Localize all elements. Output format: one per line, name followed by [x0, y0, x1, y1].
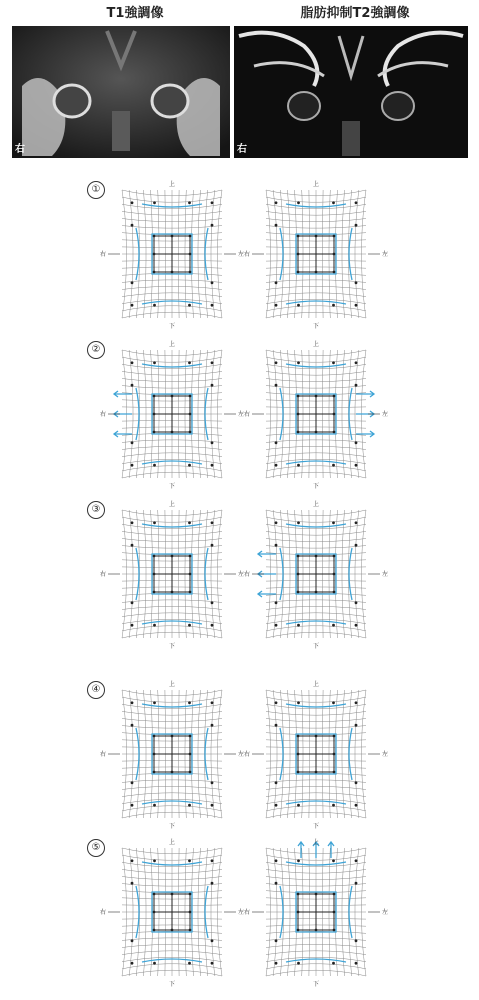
grid-dot [153, 701, 156, 704]
distortion-grid-5-t2fs [243, 834, 389, 992]
grid-dot [131, 361, 134, 364]
grid-dot [171, 431, 174, 434]
grid-dot [355, 859, 358, 862]
axis-label-left: 右 [99, 251, 106, 258]
grid-dot [131, 724, 134, 727]
axis-label-left: 右 [99, 751, 106, 758]
grid-dot [275, 962, 278, 965]
axis-label-left: 右 [243, 411, 250, 418]
distortion-grid-4-t2fs [243, 676, 389, 834]
grid-dot [188, 859, 191, 862]
grid-dot [211, 859, 214, 862]
grid-dot [153, 464, 156, 467]
grid-dot [189, 271, 192, 274]
axis-label-bottom: 下 [168, 483, 176, 490]
axis-label-bottom: 下 [168, 323, 176, 330]
grid-dot [211, 601, 214, 604]
grid-dot [189, 413, 192, 416]
grid-dot [333, 413, 336, 416]
grid-dot [171, 591, 174, 594]
grid-dot [297, 771, 300, 774]
distortion-grid-5-t1 [99, 834, 245, 992]
grid-dot [153, 804, 156, 807]
grid-dot [355, 882, 358, 885]
grid-dot [171, 771, 174, 774]
grid-dot [211, 804, 214, 807]
grid-dot [189, 929, 192, 932]
grid-dot [355, 781, 358, 784]
grid-dot [297, 624, 300, 627]
grid-dot [297, 361, 300, 364]
distortion-grid-3-t2fs [243, 496, 389, 654]
grid-dot [153, 962, 156, 965]
grid-dot [188, 624, 191, 627]
grid-dot [153, 573, 156, 576]
grid-dot [153, 431, 156, 434]
grid-dot [355, 701, 358, 704]
grid-dot [333, 235, 336, 238]
distortion-grid-drawing [99, 176, 245, 334]
grid-dot [171, 235, 174, 238]
grid-dot [153, 859, 156, 862]
grid-dot [275, 601, 278, 604]
grid-dot [131, 304, 134, 307]
distortion-grid-4-t1 [99, 676, 245, 834]
distortion-grid-3-t1 [99, 496, 245, 654]
grid-dot [333, 893, 336, 896]
grid-dot [275, 701, 278, 704]
grid-dot [355, 521, 358, 524]
grid-dot [275, 544, 278, 547]
grid-dot [297, 271, 300, 274]
grid-dot [188, 361, 191, 364]
grid-dot [171, 555, 174, 558]
grid-dot [315, 893, 318, 896]
grid-dot [188, 464, 191, 467]
grid-dot [131, 882, 134, 885]
grid-dot [333, 271, 336, 274]
grid-dot [211, 962, 214, 965]
grid-dot [315, 735, 318, 738]
grid-dot [153, 771, 156, 774]
grid-dot [297, 893, 300, 896]
grid-dot [131, 224, 134, 227]
grid-dot [131, 281, 134, 284]
axis-label-top: 上 [312, 341, 320, 348]
axis-label-bottom: 下 [312, 823, 320, 830]
axis-label-left: 右 [243, 251, 250, 258]
grid-dot [297, 591, 300, 594]
grid-dot [315, 771, 318, 774]
grid-dot [153, 201, 156, 204]
grid-dot [189, 735, 192, 738]
grid-dot [297, 735, 300, 738]
grid-dot [131, 384, 134, 387]
axis-label-top: 上 [312, 839, 320, 846]
grid-dot [153, 735, 156, 738]
grid-dot [153, 235, 156, 238]
grid-dot [211, 624, 214, 627]
mri-t1-drawing [12, 26, 230, 158]
distortion-grid-drawing [99, 834, 245, 992]
axis-label-top: 上 [168, 341, 176, 348]
grid-dot [275, 464, 278, 467]
grid-dot [333, 431, 336, 434]
distortion-grid-drawing [243, 676, 389, 834]
grid-dot [188, 701, 191, 704]
axis-label-right: 左 [382, 751, 389, 758]
grid-dot [315, 591, 318, 594]
grid-dot [131, 544, 134, 547]
axis-label-bottom: 下 [168, 823, 176, 830]
grid-dot [131, 804, 134, 807]
grid-dot [355, 724, 358, 727]
grid-dot [211, 281, 214, 284]
grid-dot [131, 701, 134, 704]
axis-label-bottom: 下 [312, 981, 320, 988]
grid-dot [297, 413, 300, 416]
grid-dot [333, 753, 336, 756]
grid-dot [275, 201, 278, 204]
grid-dot [131, 859, 134, 862]
grid-dot [189, 771, 192, 774]
grid-dot [131, 781, 134, 784]
grid-dot [171, 271, 174, 274]
grid-dot [211, 201, 214, 204]
grid-dot [332, 521, 335, 524]
axis-label-left: 右 [99, 411, 106, 418]
grid-dot [315, 929, 318, 932]
axis-label-bottom: 下 [312, 323, 320, 330]
axis-label-top: 上 [312, 181, 320, 188]
grid-dot [275, 384, 278, 387]
grid-dot [297, 521, 300, 524]
grid-dot [297, 962, 300, 965]
grid-dot [332, 361, 335, 364]
grid-dot [189, 235, 192, 238]
grid-dot [333, 591, 336, 594]
grid-dot [332, 804, 335, 807]
axis-label-left: 右 [243, 909, 250, 916]
grid-dot [297, 555, 300, 558]
grid-dot [171, 929, 174, 932]
grid-dot [188, 804, 191, 807]
grid-dot [153, 753, 156, 756]
grid-dot [332, 464, 335, 467]
grid-dot [355, 384, 358, 387]
axis-label-right: 左 [382, 909, 389, 916]
distortion-grid-drawing [99, 676, 245, 834]
axis-label-right: 左 [238, 909, 245, 916]
axis-label-top: 上 [168, 839, 176, 846]
grid-dot [131, 441, 134, 444]
axis-label-right: 左 [382, 571, 389, 578]
grid-dot [297, 431, 300, 434]
axis-label-bottom: 下 [312, 643, 320, 650]
grid-dot [333, 771, 336, 774]
grid-dot [188, 201, 191, 204]
grid-dot [297, 929, 300, 932]
grid-dot [297, 253, 300, 256]
grid-dot [297, 859, 300, 862]
grid-dot [211, 224, 214, 227]
panel-number-3: ③ [87, 501, 105, 519]
grid-dot [171, 735, 174, 738]
grid-dot [189, 893, 192, 896]
grid-dot [189, 911, 192, 914]
axis-label-left: 右 [99, 571, 106, 578]
grid-dot [153, 413, 156, 416]
distortion-grid-1-t1 [99, 176, 245, 334]
grid-dot [297, 201, 300, 204]
grid-dot [153, 271, 156, 274]
grid-dot [275, 304, 278, 307]
grid-dot [153, 893, 156, 896]
axis-label-bottom: 下 [168, 643, 176, 650]
distortion-grid-drawing [243, 176, 389, 334]
grid-dot [332, 624, 335, 627]
grid-dot [189, 431, 192, 434]
side-label-right: 右 [15, 144, 25, 155]
grid-dot [211, 781, 214, 784]
grid-dot [211, 544, 214, 547]
grid-dot [211, 464, 214, 467]
axis-label-left: 右 [99, 909, 106, 916]
grid-dot [131, 201, 134, 204]
axis-label-top: 上 [168, 501, 176, 508]
grid-dot [355, 624, 358, 627]
grid-dot [211, 304, 214, 307]
grid-dot [188, 304, 191, 307]
grid-dot [153, 911, 156, 914]
grid-dot [189, 573, 192, 576]
grid-dot [189, 591, 192, 594]
grid-dot [275, 441, 278, 444]
panel-number-4: ④ [87, 681, 105, 699]
distortion-grid-2-t2fs [243, 336, 389, 494]
grid-dot [131, 624, 134, 627]
grid-dot [275, 781, 278, 784]
mri-t2-drawing [234, 26, 468, 158]
grid-dot [333, 555, 336, 558]
grid-dot [332, 201, 335, 204]
axis-label-top: 上 [168, 681, 176, 688]
mri-image-t2-fat-suppressed [234, 26, 468, 158]
grid-dot [355, 281, 358, 284]
grid-dot [297, 573, 300, 576]
grid-dot [275, 624, 278, 627]
grid-dot [297, 753, 300, 756]
grid-dot [188, 962, 191, 965]
grid-dot [188, 521, 191, 524]
grid-dot [297, 235, 300, 238]
grid-dot [355, 962, 358, 965]
grid-dot [131, 521, 134, 524]
grid-dot [355, 361, 358, 364]
grid-dot [153, 929, 156, 932]
grid-dot [297, 464, 300, 467]
grid-dot [211, 384, 214, 387]
grid-dot [189, 753, 192, 756]
grid-dot [275, 521, 278, 524]
grid-dot [315, 431, 318, 434]
distortion-grid-drawing [243, 496, 389, 654]
grid-dot [315, 271, 318, 274]
grid-dot [297, 304, 300, 307]
grid-dot [153, 361, 156, 364]
grid-dot [153, 624, 156, 627]
axis-label-right: 左 [238, 251, 245, 258]
grid-dot [211, 701, 214, 704]
grid-dot [333, 573, 336, 576]
grid-dot [332, 304, 335, 307]
grid-dot [211, 441, 214, 444]
side-label-right: 右 [237, 144, 247, 155]
grid-dot [315, 395, 318, 398]
grid-dot [171, 395, 174, 398]
grid-dot [153, 591, 156, 594]
grid-dot [275, 804, 278, 807]
grid-dot [153, 253, 156, 256]
distortion-grid-drawing [99, 336, 245, 494]
grid-dot [355, 601, 358, 604]
axis-label-right: 左 [382, 251, 389, 258]
grid-dot [297, 804, 300, 807]
grid-dot [333, 929, 336, 932]
grid-dot [332, 859, 335, 862]
grid-dot [171, 893, 174, 896]
axis-label-top: 上 [168, 181, 176, 188]
grid-dot [153, 555, 156, 558]
panel-number-5: ⑤ [87, 839, 105, 857]
axis-label-top: 上 [312, 681, 320, 688]
grid-dot [211, 882, 214, 885]
grid-dot [189, 555, 192, 558]
axis-label-right: 左 [382, 411, 389, 418]
mri-image-t1 [12, 26, 230, 158]
distortion-grid-1-t2fs [243, 176, 389, 334]
grid-dot [153, 395, 156, 398]
grid-dot [333, 395, 336, 398]
grid-dot [189, 395, 192, 398]
header-t1: T1強調像 [106, 6, 164, 21]
grid-dot [275, 859, 278, 862]
grid-dot [131, 464, 134, 467]
grid-dot [211, 724, 214, 727]
panel-number-1: ① [87, 181, 105, 199]
grid-dot [315, 555, 318, 558]
grid-dot [315, 235, 318, 238]
axis-label-left: 右 [243, 571, 250, 578]
grid-dot [275, 361, 278, 364]
grid-dot [355, 201, 358, 204]
grid-dot [275, 882, 278, 885]
axis-label-bottom: 下 [168, 981, 176, 988]
grid-dot [355, 939, 358, 942]
grid-dot [332, 962, 335, 965]
grid-dot [297, 701, 300, 704]
panel-number-2: ② [87, 341, 105, 359]
grid-dot [355, 804, 358, 807]
grid-dot [189, 253, 192, 256]
grid-dot [333, 911, 336, 914]
distortion-grid-drawing [99, 496, 245, 654]
grid-dot [333, 735, 336, 738]
grid-dot [153, 521, 156, 524]
distortion-grid-drawing [243, 834, 389, 992]
header-t2-fat-suppressed: 脂肪抑制T2強調像 [300, 6, 410, 21]
grid-dot [355, 544, 358, 547]
grid-dot [211, 521, 214, 524]
grid-dot [131, 939, 134, 942]
axis-label-bottom: 下 [312, 483, 320, 490]
grid-dot [275, 224, 278, 227]
grid-dot [355, 224, 358, 227]
axis-label-top: 上 [312, 501, 320, 508]
grid-dot [131, 601, 134, 604]
grid-dot [211, 361, 214, 364]
grid-dot [355, 304, 358, 307]
grid-dot [297, 911, 300, 914]
grid-dot [131, 962, 134, 965]
grid-dot [355, 464, 358, 467]
grid-dot [275, 281, 278, 284]
distortion-grid-2-t1 [99, 336, 245, 494]
axis-label-right: 左 [238, 571, 245, 578]
grid-dot [275, 724, 278, 727]
axis-label-right: 左 [238, 411, 245, 418]
grid-dot [333, 253, 336, 256]
axis-label-left: 右 [243, 751, 250, 758]
grid-dot [355, 441, 358, 444]
distortion-grid-drawing [243, 336, 389, 494]
grid-dot [153, 304, 156, 307]
grid-dot [275, 939, 278, 942]
grid-dot [332, 701, 335, 704]
axis-label-right: 左 [238, 751, 245, 758]
grid-dot [211, 939, 214, 942]
grid-dot [297, 395, 300, 398]
